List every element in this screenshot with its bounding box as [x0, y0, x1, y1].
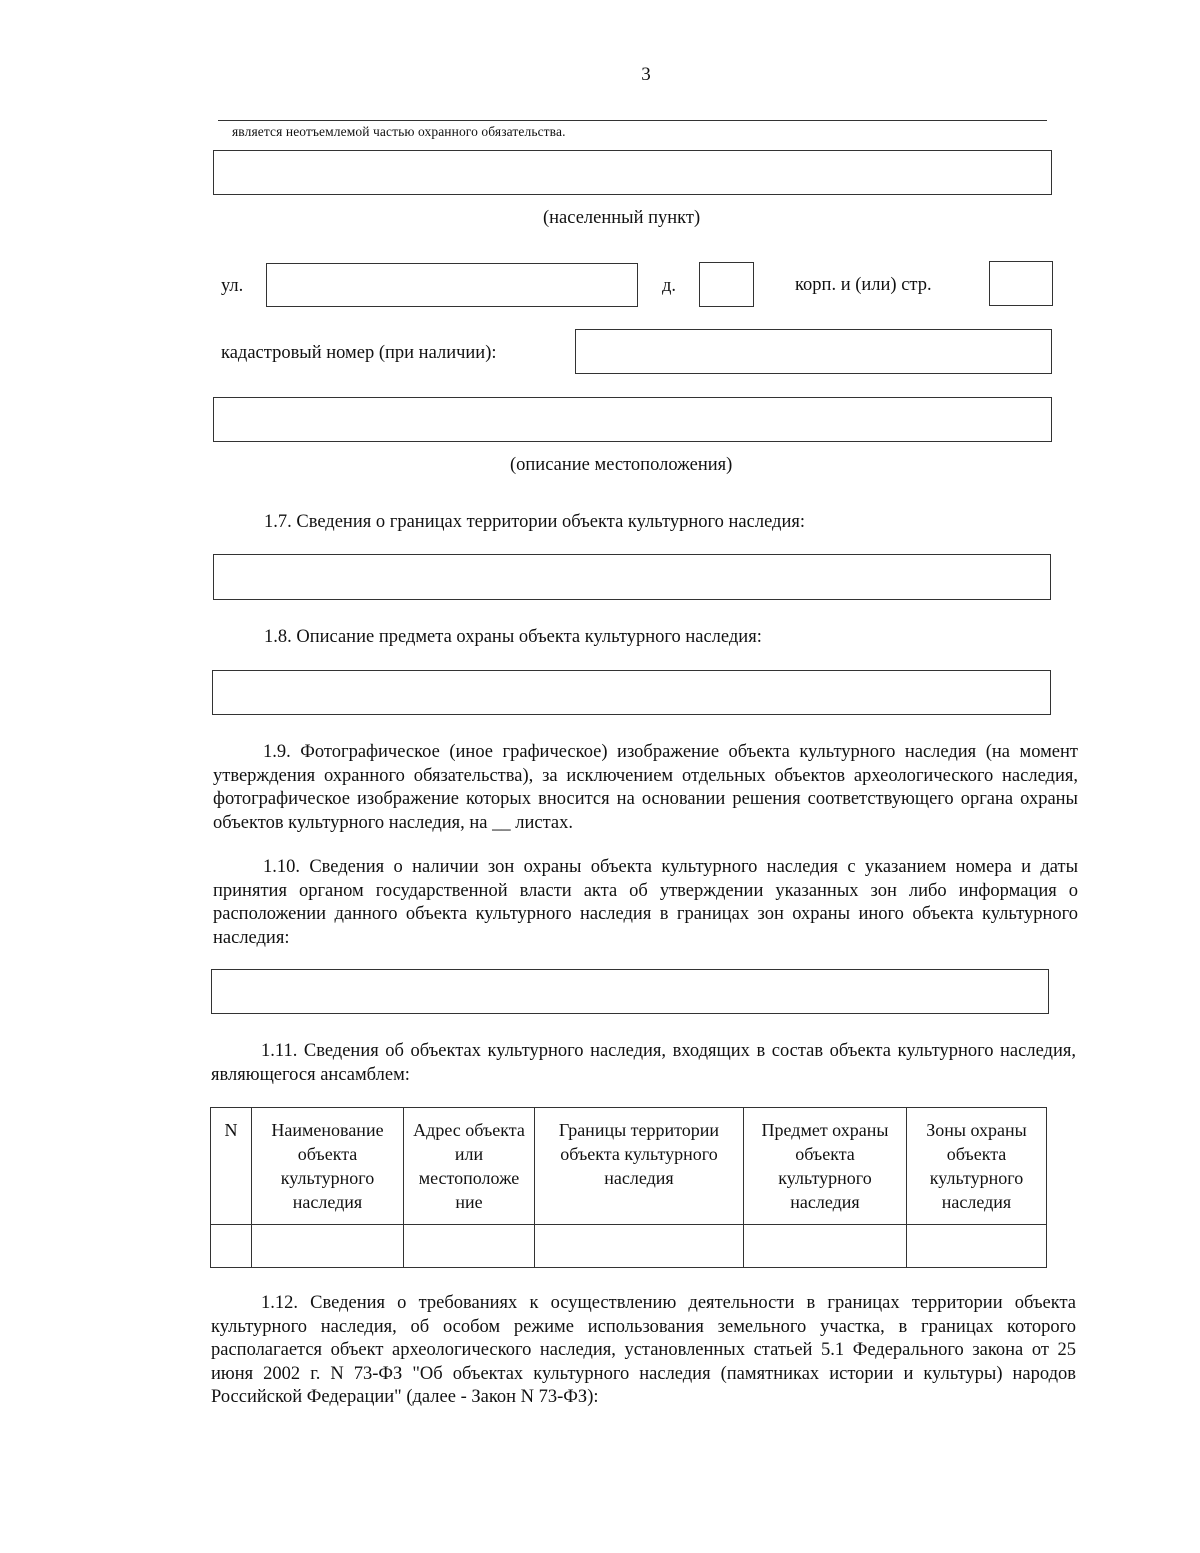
house-label: д.: [662, 276, 677, 296]
location-field[interactable]: [213, 397, 1052, 442]
top-divider: [218, 120, 1047, 121]
section-1-11-text: 1.11. Сведения об объектах культурного наследия, входящих в состав объекта культурного наследия, являющегося ансамблем:: [211, 1041, 1076, 1085]
cadastral-label: кадастровый номер (при наличии):: [221, 343, 497, 363]
building-field[interactable]: [989, 261, 1053, 306]
section-1-8-heading: 1.8. Описание предмета охраны объекта культурного наследия:: [264, 627, 762, 647]
building-label: корп. и (или) стр.: [795, 275, 932, 295]
section-1-10-paragraph: [213, 856, 1078, 950]
table-cell[interactable]: [907, 1225, 1047, 1268]
col-header-protection-zones: Зоны охраны объекта культурного наследия: [907, 1108, 1047, 1225]
cadastral-field[interactable]: [575, 329, 1052, 374]
col-header-number: N: [211, 1108, 252, 1225]
section-1-12-paragraph: [211, 1292, 1076, 1410]
ensemble-objects-table: [210, 1107, 1047, 1268]
section-1-11-paragraph: [211, 1040, 1076, 1087]
table-row: [211, 1225, 1047, 1268]
section-1-9-text: 1.9. Фотографическое (иное графическое) изображение объекта культурного наследия (на момент утверждения охранного обязательства), за исключением отдельных объектов археологического наследия, фотографическое изображение которых вносится на основании решения соответствующего органа охраны объектов культурного наследия, на __ листах.: [213, 742, 1078, 833]
section-1-12-text: 1.12. Сведения о требованиях к осуществлению деятельности в границах территории объекта культурного наследия, об особом режиме использования земельного участка, в границах которого располагается объект археологического наследия, установленных статьей 5.1 Федерального закона от 25 июня 2002 г. N 73-ФЗ "Об объектах культурного наследия (памятниках истории и культуры) народов Российской Федерации" (далее - Закон N 73-ФЗ):: [211, 1293, 1076, 1408]
table-cell[interactable]: [404, 1225, 535, 1268]
section-1-10-text: 1.10. Сведения о наличии зон охраны объекта культурного наследия с указанием номера и даты принятия органом государственной власти акта об утверждении указанных зон либо информация о расположении данного объекта культурного наследия в границах зон охраны иного объекта культурного наследия:: [213, 857, 1078, 948]
location-caption: (описание местоположения): [510, 455, 733, 475]
table-cell[interactable]: [744, 1225, 907, 1268]
section-1-10-field[interactable]: [211, 969, 1049, 1014]
house-field[interactable]: [699, 262, 754, 307]
section-1-8-field[interactable]: [212, 670, 1051, 715]
section-1-7-field[interactable]: [213, 554, 1051, 600]
col-header-address: Адрес объекта или местоположе ние: [404, 1108, 535, 1225]
table-cell[interactable]: [211, 1225, 252, 1268]
section-1-7-heading: 1.7. Сведения о границах территории объекта культурного наследия:: [264, 512, 806, 532]
street-label: ул.: [221, 276, 244, 296]
street-field[interactable]: [266, 263, 638, 307]
table-cell[interactable]: [252, 1225, 404, 1268]
section-1-9-paragraph: [213, 741, 1078, 835]
settlement-field[interactable]: [213, 150, 1052, 195]
col-header-name: Наименование объекта культурного наследия: [252, 1108, 404, 1225]
col-header-boundaries: Границы территории объекта культурного наследия: [535, 1108, 744, 1225]
top-note: является неотъемлемой частью охранного обязательства.: [232, 124, 566, 139]
page-number: 3: [641, 64, 651, 85]
table-cell[interactable]: [535, 1225, 744, 1268]
col-header-protection-subject: Предмет охраны объекта культурного наследия: [744, 1108, 907, 1225]
settlement-caption: (населенный пункт): [543, 208, 701, 228]
table-header-row: [211, 1108, 1047, 1225]
